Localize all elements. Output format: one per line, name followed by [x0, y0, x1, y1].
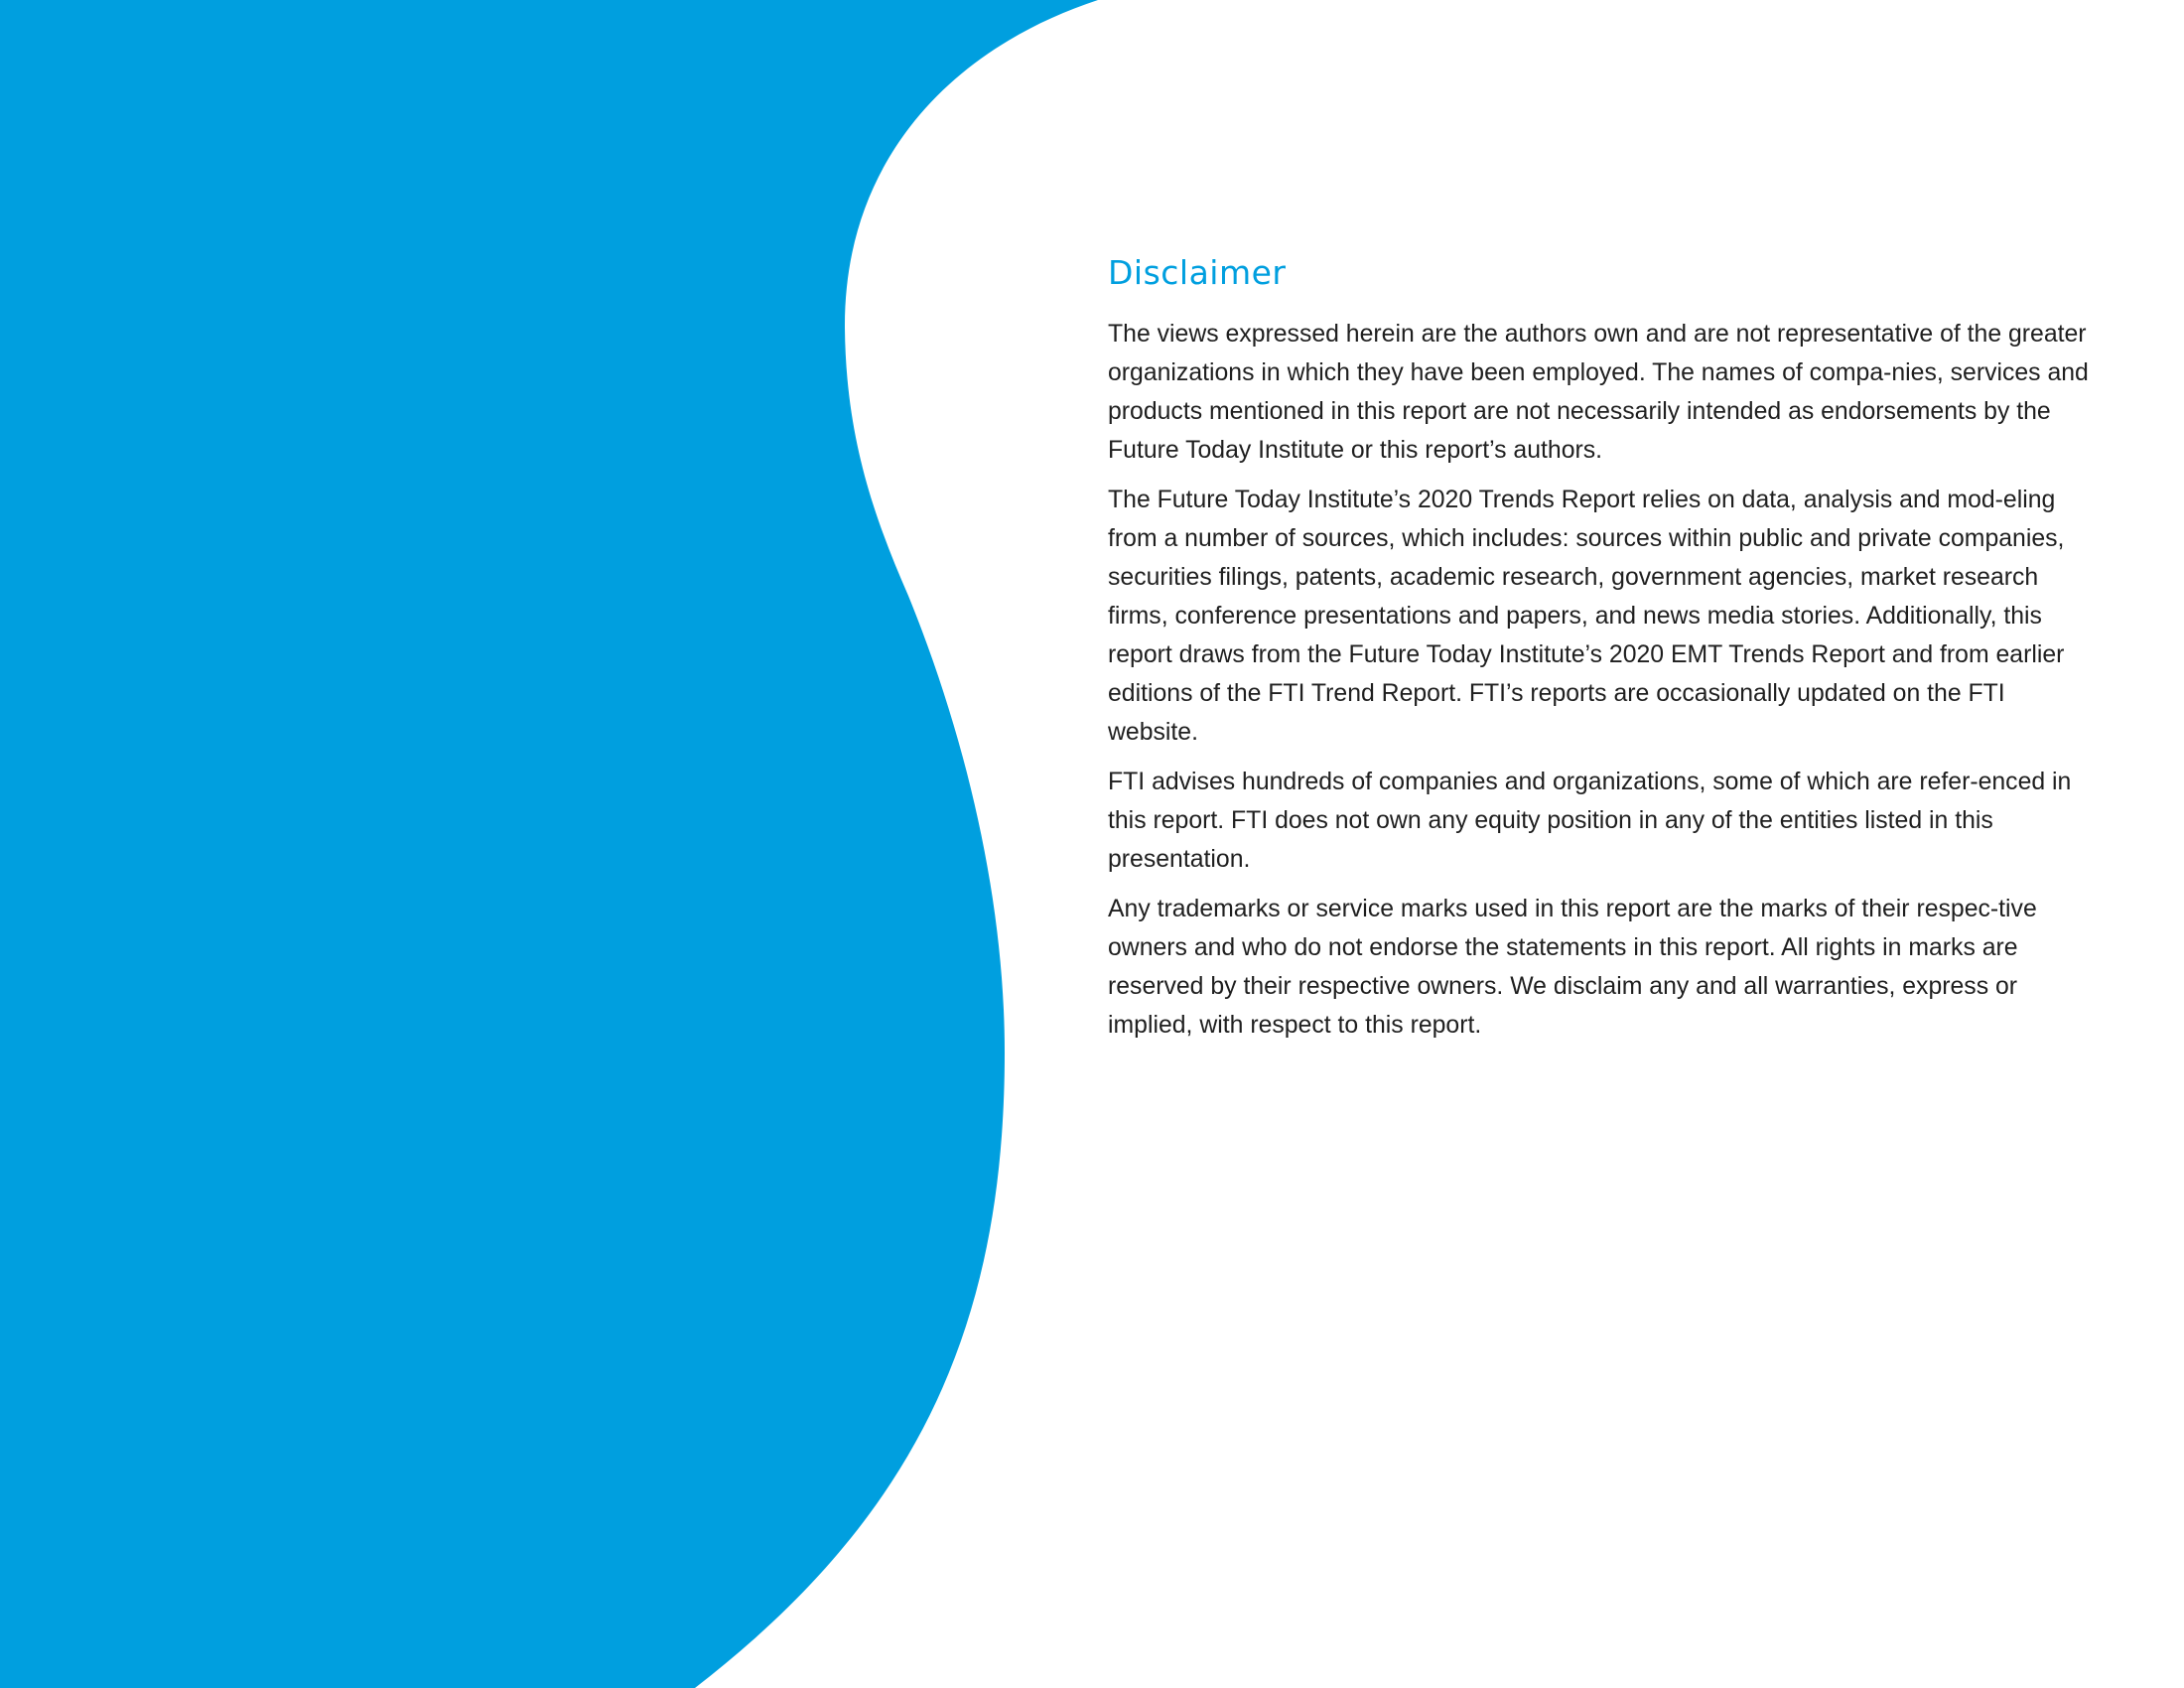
disclaimer-paragraph-2: The Future Today Institute’s 2020 Trends Report relies on data, analysis and mod-eling from a number of sources, which includes: sources within public and private companies, securities filings, patents, academic research, government agencies, market research firms, conference presentations and papers, and news media stories. Additionally, this report draws from the Future Today Institute’s 2020 EMT Trends Report and from earlier editions of the FTI Trend Report. FTI’s reports are occasionally updated on the FTI website.	[1108, 487, 2065, 746]
disclaimer-heading: Disclaimer	[1108, 253, 1287, 292]
disclaimer-paragraph-4: Any trademarks or service marks used in this report are the marks of their respec-tive owners and who do not endorse the statements in this report. All rights in marks are reserved by their respective owners. We disclaim any and all warranties, express or implied, with respect to this report.	[1108, 896, 2037, 1039]
disclaimer-paragraph-3: FTI advises hundreds of companies and organizations, some of which are refer-enced in this report. FTI does not own any equity position in any of the entities listed in this presentation.	[1108, 769, 2072, 873]
disclaimer-paragraph-1: The views expressed herein are the authors own and are not representative of the greater organizations in which they have been employed. The names of compa-nies, services and products mentioned in this report are not necessarily intended as endorsements by the Future Today Institute or this report’s authors.	[1108, 321, 2089, 464]
disclaimer-section	[1108, 248, 2101, 1055]
